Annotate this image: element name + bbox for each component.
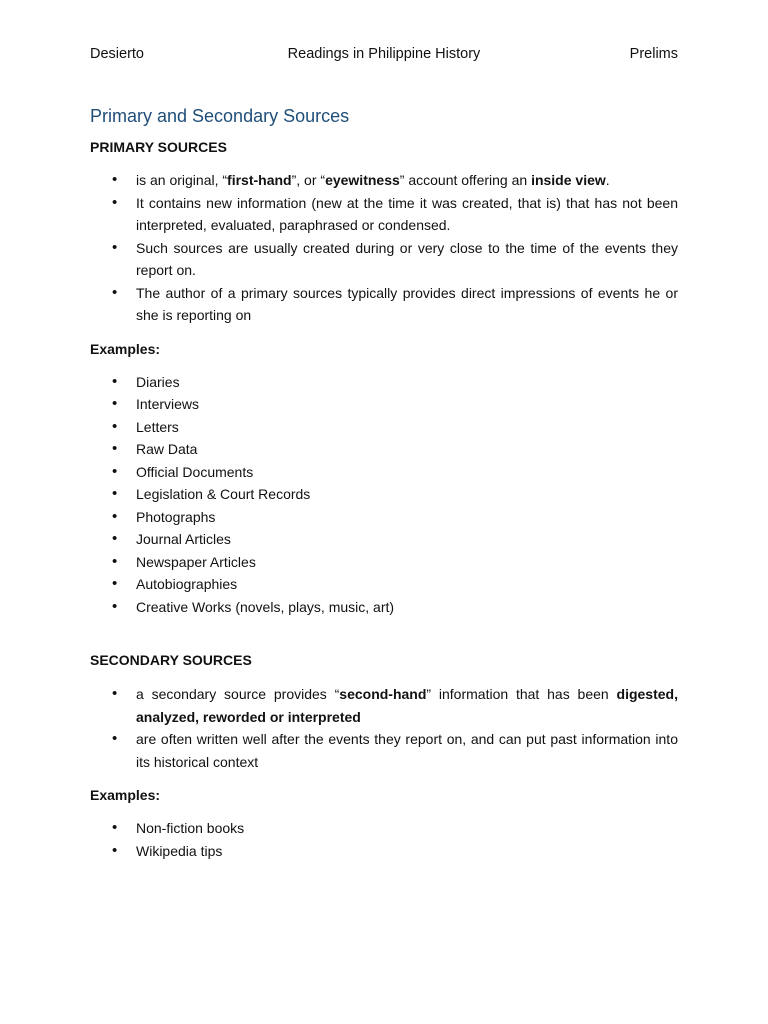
list-item: • Official Documents	[90, 461, 678, 484]
list-item: • Interviews	[90, 393, 678, 416]
header-author: Desierto	[90, 46, 144, 62]
list-item: • Newspaper Articles	[90, 551, 678, 574]
secondary-examples-list	[90, 817, 678, 862]
list-item: • Creative Works (novels, plays, music, art)	[90, 596, 678, 619]
list-item: • Letters	[90, 416, 678, 439]
list-item: • is an original, “first-hand”, or “eyewitness” account offering an inside view.	[90, 169, 678, 192]
primary-examples-label: Examples:	[90, 340, 161, 357]
list-item: • Diaries	[90, 371, 678, 394]
list-item: • a secondary source provides “second-hand” information that has been digested, analyzed, reworded or interpreted	[90, 683, 678, 728]
list-item: • are often written well after the events they report on, and can put past information into its historical context	[90, 728, 678, 773]
header-term: Prelims	[629, 46, 678, 62]
document-body	[90, 103, 678, 862]
list-item: • Journal Articles	[90, 528, 678, 551]
list-item: • The author of a primary sources typically provides direct impressions of events he or she is reporting on	[90, 282, 678, 327]
primary-sources-heading: PRIMARY SOURCES	[90, 139, 227, 155]
list-item: • Wikipedia tips	[90, 840, 678, 863]
list-item: • Non-fiction books	[90, 817, 678, 840]
secondary-examples-label: Examples:	[90, 787, 161, 803]
list-item: • It contains new information (new at the time it was created, that is) that has not been interpreted, evaluated, paraphrased or condensed.	[90, 192, 678, 237]
page-header	[90, 46, 678, 66]
secondary-sources-heading: SECONDARY SOURCES	[90, 652, 252, 668]
list-item: • Photographs	[90, 506, 678, 529]
list-item: • Autobiographies	[90, 573, 678, 596]
primary-examples-list	[90, 371, 678, 619]
list-item: • Legislation & Court Records	[90, 483, 678, 506]
list-item: • Raw Data	[90, 438, 678, 461]
page-title: Primary and Secondary Sources	[90, 106, 350, 126]
header-course: Readings in Philippine History	[287, 46, 481, 62]
primary-sources-list	[90, 169, 678, 327]
secondary-sources-list	[90, 683, 678, 773]
list-item: • Such sources are usually created during or very close to the time of the events they report on.	[90, 237, 678, 282]
